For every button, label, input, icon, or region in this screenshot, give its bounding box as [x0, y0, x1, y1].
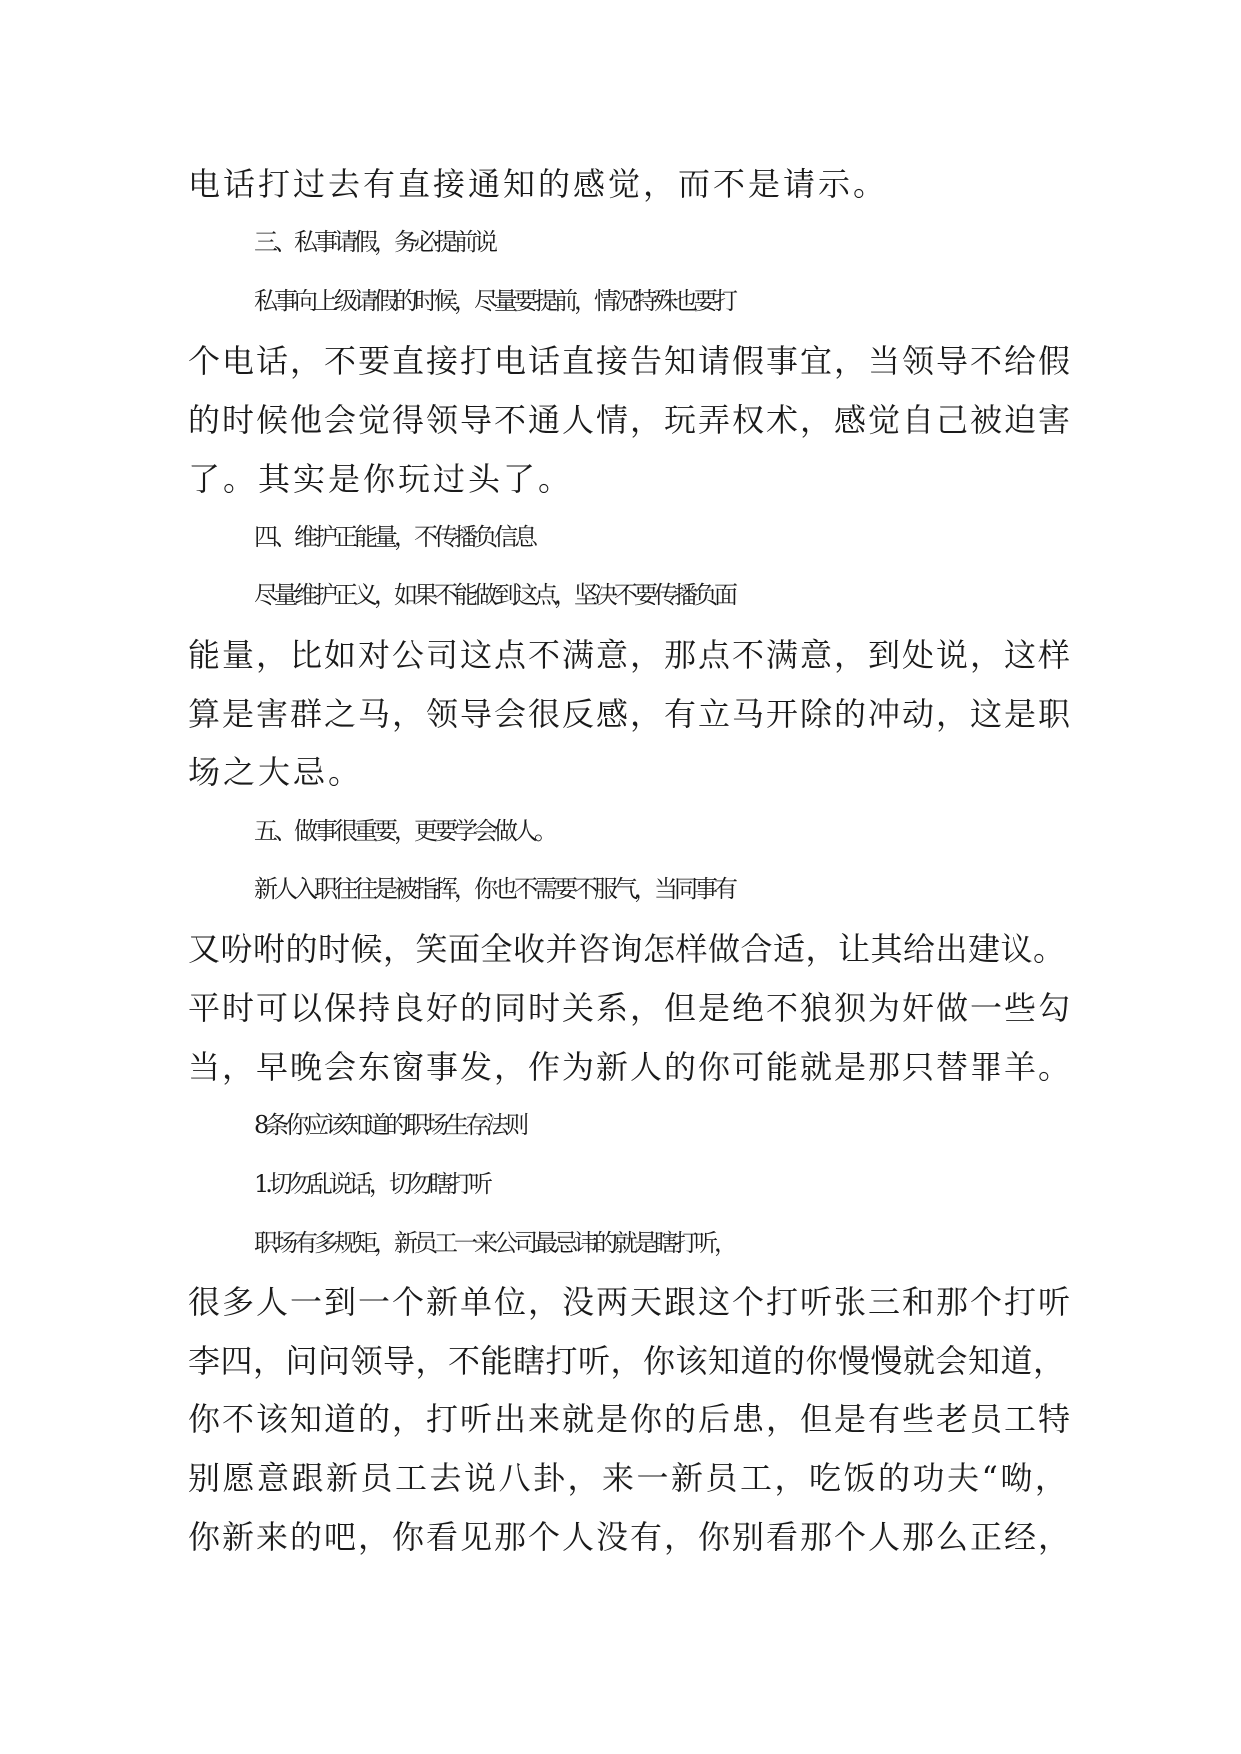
body-text-line: 了。其实是你玩过头了。	[188, 460, 574, 498]
section-heading: 三、私事请假，务必提前说	[254, 228, 494, 256]
body-text-line: 当，早晚会东窗事发，作为新人的你可能就是那只替罪羊。	[188, 1048, 1073, 1086]
paragraph-first-line: 新人入职往往是被指挥，你也不需要不服气，当同事有	[254, 875, 734, 903]
body-text-line: 个电话，不要直接打电话直接告知请假事宜，当领导不给假	[188, 342, 1073, 380]
body-text-line: 的时候他会觉得领导不通人情，玩弄权术，感觉自己被迫害	[188, 401, 1073, 439]
paragraph-first-line: 职场有多规矩，新员工一来公司最忌讳的就是瞎打听，	[254, 1229, 734, 1257]
body-text-line: 很多人一到一个新单位，没两天跟这个打听张三和那个打听	[188, 1283, 1073, 1321]
body-text-line: 别愿意跟新员工去说八卦，来一新员工，吃饭的功夫“呦，	[188, 1459, 1070, 1497]
paragraph-first-line: 私事向上级请假的时候，尽量要提前，情况特殊也要打	[254, 287, 734, 315]
body-text-line: 你不该知道的，打听出来就是你的后患，但是有些老员工特	[188, 1400, 1073, 1438]
body-text-line: 算是害群之马，领导会很反感，有立马开除的冲动，这是职	[188, 695, 1073, 733]
body-text-line: 平时可以保持良好的同时关系，但是绝不狼狈为奸做一些勾	[188, 989, 1073, 1027]
body-text-line: 你新来的吧，你看见那个人没有，你别看那个人那么正经，	[188, 1518, 1073, 1556]
body-text-line: 电话打过去有直接通知的感觉，而不是请示。	[188, 165, 889, 203]
paragraph-first-line: 尽量维护正义，如果不能做到这点，坚决不要传播负面	[254, 581, 734, 609]
section-heading: 8条你应该知道的职场生存法则	[254, 1111, 526, 1139]
body-text-line: 又吩咐的时候，笑面全收并咨询怎样做合适，让其给出建议。	[188, 930, 1066, 968]
body-text-line: 李四，问问领导，不能瞎打听，你该知道的你慢慢就会知道，	[188, 1342, 1066, 1380]
section-heading: 四、维护正能量，不传播负信息	[254, 523, 534, 551]
section-heading: 1.切勿乱说话，切勿瞎打听	[254, 1170, 489, 1198]
body-text-line: 能量，比如对公司这点不满意，那点不满意，到处说，这样	[188, 636, 1073, 674]
section-heading: 五、做事很重要，更要学会做人。	[254, 817, 554, 845]
body-text-line: 场之大忌。	[188, 753, 364, 791]
